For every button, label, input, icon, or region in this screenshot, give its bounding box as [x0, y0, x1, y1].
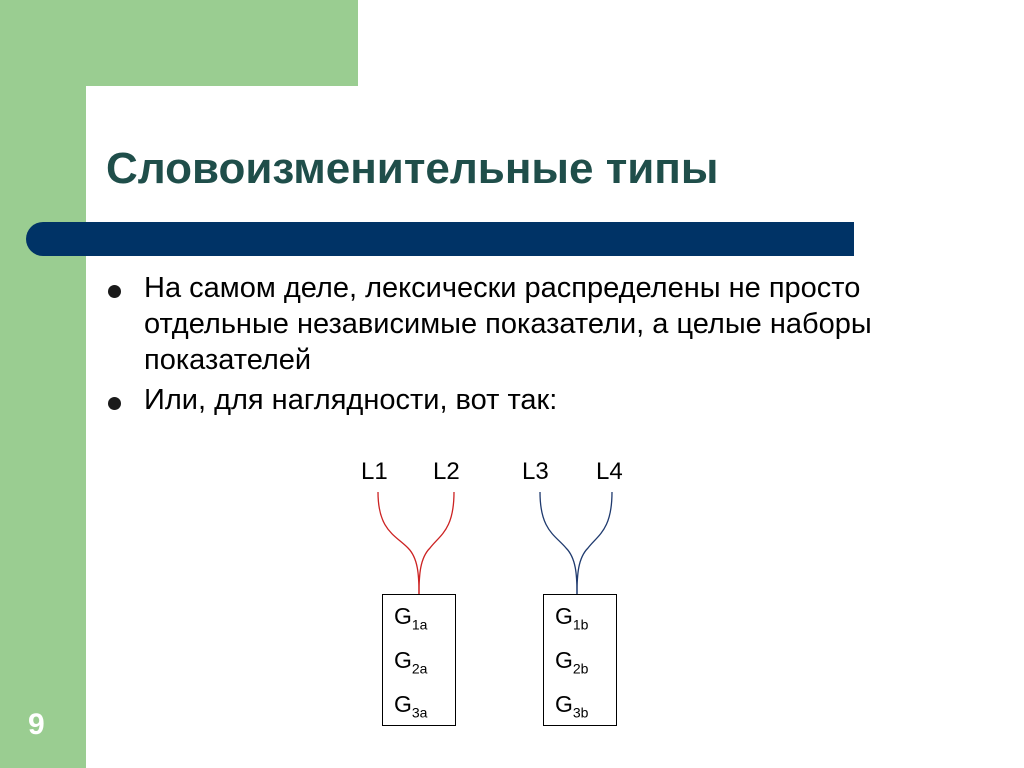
lexeme-l2: L2 [433, 458, 460, 485]
bullet-dot [108, 397, 121, 410]
bullet-text: Или, для наглядности, вот так: [144, 384, 558, 416]
page-number: 9 [28, 708, 45, 741]
gram-item: $G_{3a}$ [394, 691, 428, 721]
bullet-dot [108, 285, 121, 298]
gram-item: $G_{3b}$ [555, 691, 589, 721]
gram-item: $G_{1a}$ [394, 603, 428, 633]
slide-title: Словоизменительные типы [106, 144, 719, 193]
bullet-list [106, 270, 906, 422]
gram-item: $G_{2a}$ [394, 647, 428, 677]
green-left-band [0, 0, 86, 768]
gram-set-a [382, 594, 456, 726]
bullet-item [106, 270, 906, 378]
lexeme-l1: L1 [361, 458, 388, 485]
bullet-text: На самом деле, лексически распределены не просто отдельные независимые показатели, а целые наборы показателей [144, 272, 872, 376]
gram-item: $G_{2b}$ [555, 647, 589, 677]
title-underline-bar [26, 222, 854, 256]
lexeme-l3: L3 [522, 458, 549, 485]
gram-set-b [543, 594, 617, 726]
lexeme-l4: L4 [596, 458, 623, 485]
bullet-item [106, 382, 906, 418]
gram-item: $G_{1b}$ [555, 603, 589, 633]
